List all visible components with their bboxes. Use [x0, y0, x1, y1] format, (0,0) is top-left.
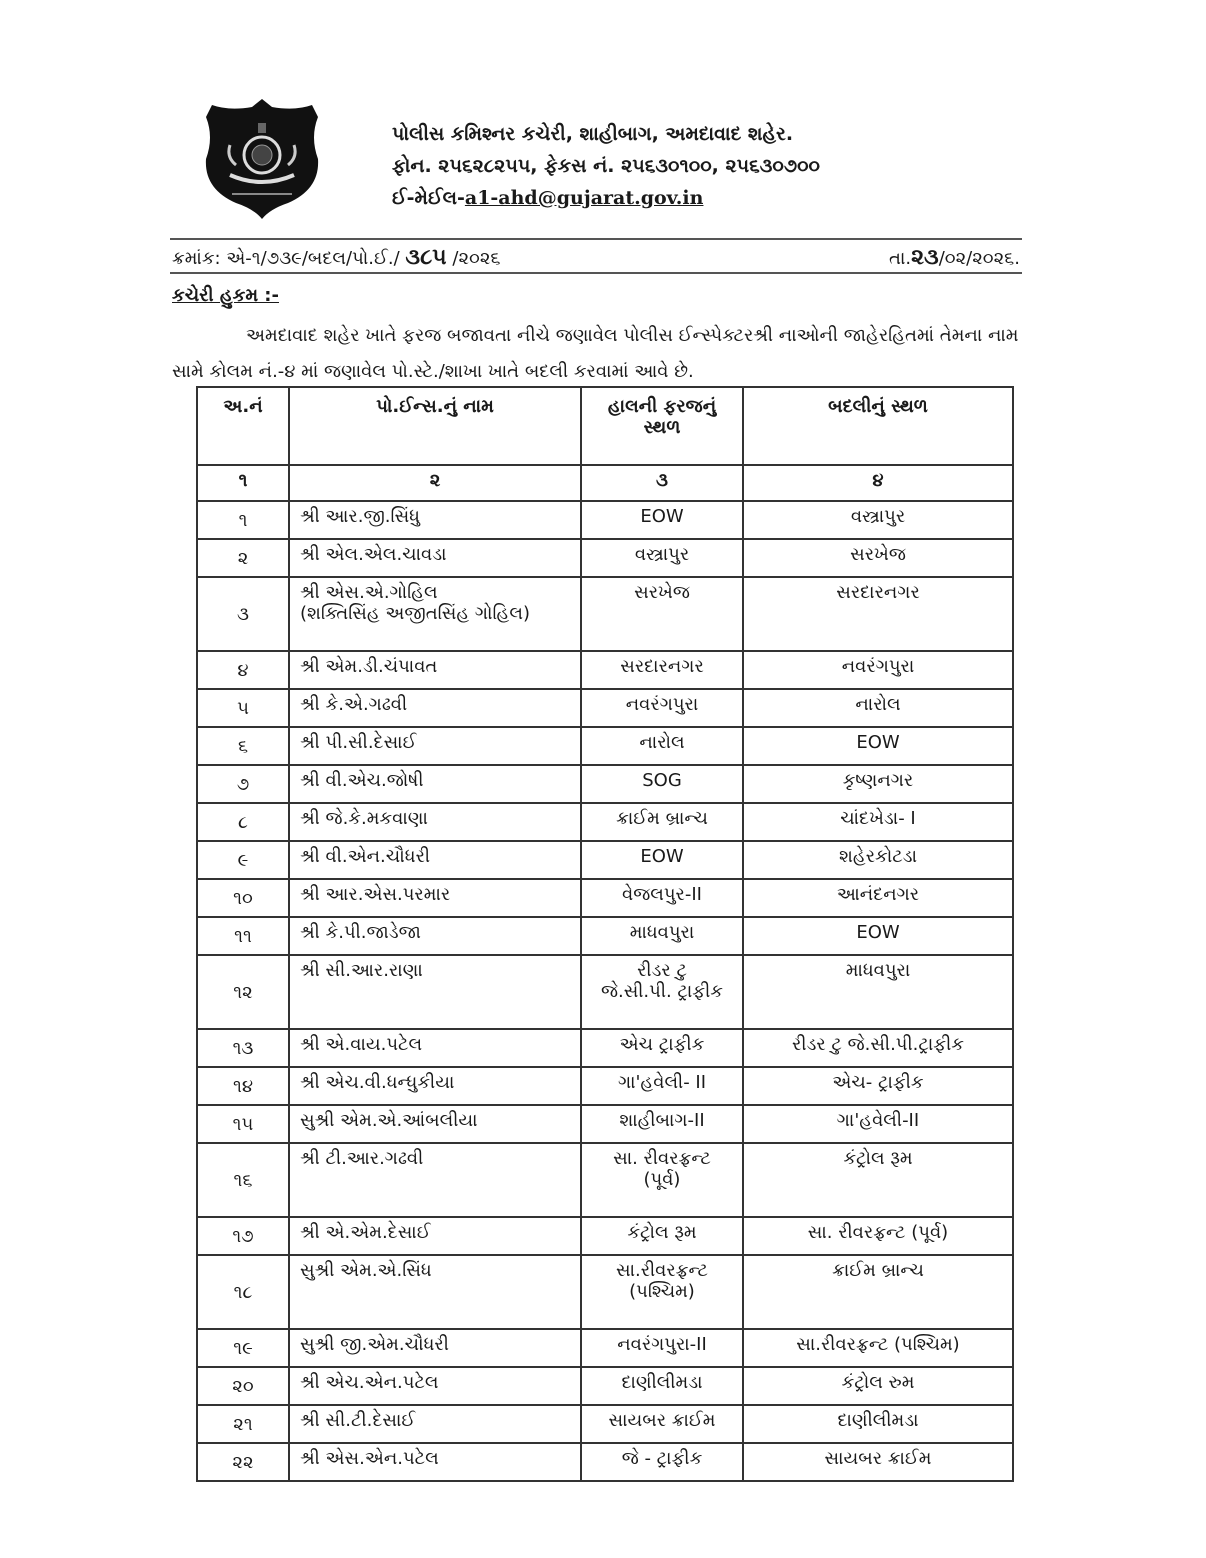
row-name: [289, 1405, 581, 1443]
officer-name: શ્રી કે.એ.ગઢવી: [300, 694, 408, 715]
colnum-2: ૨: [289, 465, 581, 501]
row-new-post: [743, 1105, 1013, 1143]
table-row: [197, 1029, 1013, 1067]
row-name: [289, 689, 581, 727]
row-sr: ૧૪: [197, 1067, 289, 1105]
colnum-3: ૩: [581, 465, 743, 501]
transfer-post: કૃષ્ણનગર: [842, 770, 914, 791]
row-sr: ૨: [197, 539, 289, 577]
table-row: [197, 1255, 1013, 1329]
transfer-post: સાયબર ક્રાઈમ: [824, 1448, 932, 1469]
row-new-post: [743, 803, 1013, 841]
row-sr: ૧૭: [197, 1217, 289, 1255]
table-row: [197, 577, 1013, 651]
table-row: [197, 1143, 1013, 1217]
transfer-post: નવરંગપુરા: [841, 656, 915, 677]
transfer-post: દાણીલીમડા: [837, 1410, 919, 1431]
row-new-post: [743, 879, 1013, 917]
table-row: [197, 1067, 1013, 1105]
row-current-post: [581, 727, 743, 765]
current-post: વેજલપુર-II: [622, 884, 702, 905]
table-row: [197, 879, 1013, 917]
row-current-post: [581, 765, 743, 803]
table-row: [197, 539, 1013, 577]
officer-name: શ્રી વી.એન.ચૌધરી: [300, 846, 431, 867]
row-sr: ૮: [197, 803, 289, 841]
table-row: [197, 1217, 1013, 1255]
order-number: [172, 245, 501, 270]
row-sr: ૭: [197, 765, 289, 803]
table-row: [197, 955, 1013, 1029]
officer-name: શ્રી વી.એચ.જોષી: [300, 770, 424, 791]
header-new: બદલીનું સ્થળ: [743, 387, 1013, 465]
row-name: [289, 501, 581, 539]
phone-fax: ફોન. ૨૫૬૨૮૨૫૫, ફેકસ નં. ૨૫૬૩૦૧૦૦, ૨૫૬૩૦૭૦૦: [392, 155, 820, 177]
row-sr: ૨૨: [197, 1443, 289, 1481]
row-new-post: [743, 765, 1013, 803]
row-name: [289, 577, 581, 651]
row-name: [289, 955, 581, 1029]
current-post: દાણીલીમડા: [621, 1372, 703, 1393]
row-current-post: [581, 841, 743, 879]
row-current-post: [581, 1029, 743, 1067]
table-row: [197, 1405, 1013, 1443]
row-current-post: [581, 1405, 743, 1443]
current-post: વસ્ત્રાપુર: [634, 544, 690, 565]
row-sr: ૧૫: [197, 1105, 289, 1143]
order-body: [172, 318, 1024, 390]
row-name: [289, 765, 581, 803]
row-new-post: [743, 1405, 1013, 1443]
table-row: [197, 803, 1013, 841]
column-number-row: [197, 465, 1013, 501]
row-name: [289, 1217, 581, 1255]
transfer-post: એચ- ટ્રાફીક: [832, 1072, 924, 1093]
current-post: સરખેજ: [634, 582, 690, 603]
row-name: [289, 539, 581, 577]
row-name: [289, 1029, 581, 1067]
transfer-post: નારોલ: [855, 694, 901, 715]
table-row: [197, 689, 1013, 727]
officer-name: શ્રી પી.સી.દેસાઈ: [300, 732, 417, 753]
officer-name: શ્રી એસ.એન.પટેલ: [300, 1448, 439, 1469]
row-sr: ૨૦: [197, 1367, 289, 1405]
officer-name: શ્રી એમ.ડી.ચંપાવત: [300, 656, 438, 677]
transfer-post: સરખેજ: [850, 544, 906, 565]
table-row: [197, 765, 1013, 803]
row-new-post: [743, 1443, 1013, 1481]
officer-name: શ્રી ટી.આર.ગઢવી: [300, 1148, 424, 1169]
table-row: [197, 917, 1013, 955]
row-name: [289, 1143, 581, 1217]
table-row: [197, 651, 1013, 689]
transfer-post: રીડર ટુ જે.સી.પી.ટ્રાફીક: [792, 1034, 964, 1055]
row-new-post: [743, 501, 1013, 539]
current-post: માધવપુરા: [629, 922, 695, 943]
row-sr: ૧૦: [197, 879, 289, 917]
colnum-4: ૪: [743, 465, 1013, 501]
row-name: [289, 917, 581, 955]
current-post: સરદારનગર: [620, 656, 704, 677]
email-label: ઈ-મેઈલ-: [392, 187, 465, 209]
officer-name: શ્રી એચ.એન.પટેલ: [300, 1372, 439, 1393]
row-sr: ૫: [197, 689, 289, 727]
row-new-post: [743, 955, 1013, 1029]
current-post-line2: જે.સી.પી. ટ્રાફીક: [600, 981, 724, 1002]
transfer-post: સરદારનગર: [836, 582, 920, 603]
row-sr: ૧૬: [197, 1143, 289, 1217]
row-sr: ૧: [197, 501, 289, 539]
row-current-post: [581, 917, 743, 955]
transfer-post: વસ્ત્રાપુર: [850, 506, 906, 527]
row-name: [289, 1105, 581, 1143]
row-sr: ૧૨: [197, 955, 289, 1029]
officer-full-name: (શક્તિસિંહ અજીતસિંહ ગોહિલ): [300, 603, 530, 624]
table-row: [197, 1105, 1013, 1143]
current-post: જે - ટ્રાફીક: [621, 1448, 703, 1469]
table-row: [197, 501, 1013, 539]
row-current-post: [581, 1105, 743, 1143]
row-new-post: [743, 1367, 1013, 1405]
table-row: [197, 1367, 1013, 1405]
row-new-post: [743, 1329, 1013, 1367]
row-new-post: [743, 841, 1013, 879]
row-name: [289, 1443, 581, 1481]
emblem-center: [252, 145, 272, 165]
row-current-post: [581, 803, 743, 841]
email-line: [392, 182, 820, 214]
row-current-post: [581, 501, 743, 539]
current-post: શાહીબાગ-II: [619, 1110, 705, 1131]
order-number-prefix: ક્રમાંક: એ-૧/૭૩૯/બદલ/પો.ઈ./: [172, 248, 400, 269]
order-heading: કચેરી હુકમ :-: [172, 285, 279, 306]
row-current-post: [581, 577, 743, 651]
transfer-post: ચાંદખેડા- I: [840, 808, 916, 829]
colnum-1: ૧: [197, 465, 289, 501]
row-name: [289, 727, 581, 765]
current-post: સાયબર ક્રાઈમ: [608, 1410, 716, 1431]
row-new-post: [743, 1217, 1013, 1255]
transfer-table: [196, 386, 1014, 1482]
current-post: નારોલ: [639, 732, 685, 753]
row-sr: ૯: [197, 841, 289, 879]
row-sr: ૧૧: [197, 917, 289, 955]
transfer-post: EOW: [856, 922, 900, 943]
table-row: [197, 727, 1013, 765]
current-post: EOW: [640, 506, 684, 527]
row-current-post: [581, 1143, 743, 1217]
officer-name: શ્રી સી.ટી.દેસાઈ: [300, 1410, 416, 1431]
transfer-post: સા. રીવરફ્રન્ટ (પૂર્વ): [807, 1222, 949, 1243]
row-sr: ૬: [197, 727, 289, 765]
email-link[interactable]: a1-ahd@gujarat.gov.in: [464, 187, 704, 209]
current-post: રીડર ટુ: [637, 960, 687, 981]
officer-name: શ્રી એસ.એ.ગોહિલ: [300, 582, 438, 603]
transfer-post: ગા'હવેલી-II: [836, 1110, 920, 1131]
order-number-suffix: /૨૦૨૬: [452, 248, 501, 269]
row-current-post: [581, 1255, 743, 1329]
row-name: [289, 651, 581, 689]
row-name: [289, 1255, 581, 1329]
current-post-line2: (પશ્ચિમ): [629, 1281, 695, 1302]
table-row: [197, 841, 1013, 879]
row-new-post: [743, 1029, 1013, 1067]
row-sr: ૧૩: [197, 1029, 289, 1067]
row-sr: ૨૧: [197, 1405, 289, 1443]
table-row: [197, 1443, 1013, 1481]
table-header-row: [197, 387, 1013, 465]
current-post: સા. રીવરફ્રન્ટ: [613, 1148, 711, 1169]
current-post: ક્રાઈમ બ્રાન્ચ: [616, 808, 708, 829]
order-date: [889, 245, 1020, 270]
current-post: SOG: [642, 770, 682, 791]
row-new-post: [743, 577, 1013, 651]
row-current-post: [581, 1367, 743, 1405]
bottom-divider: [170, 272, 1022, 274]
row-new-post: [743, 1255, 1013, 1329]
row-name: [289, 879, 581, 917]
current-post: EOW: [640, 846, 684, 867]
row-current-post: [581, 1067, 743, 1105]
top-divider: [170, 238, 1022, 240]
row-name: [289, 803, 581, 841]
office-address: પોલીસ કમિશ્નર કચેરી, શાહીબાગ, અમદાવાદ શહેર.: [392, 123, 794, 145]
row-current-post: [581, 539, 743, 577]
row-current-post: [581, 1443, 743, 1481]
transfer-post: કંટ્રોલ રૂમ: [843, 1148, 913, 1169]
officer-name: શ્રી એ.એમ.દેસાઈ: [300, 1222, 431, 1243]
letterhead: [392, 118, 820, 214]
row-sr: ૧૮: [197, 1255, 289, 1329]
police-emblem-logo: [200, 97, 324, 219]
row-sr: ૩: [197, 577, 289, 651]
row-current-post: [581, 879, 743, 917]
row-name: [289, 1329, 581, 1367]
officer-name: શ્રી જે.કે.મકવાણા: [300, 808, 428, 829]
officer-name: શ્રી કે.પી.જાડેજા: [300, 922, 421, 943]
order-body-text: અમદાવાદ શહેર ખાતે ફરજ બજાવતા નીચે જણાવેલ પોલીસ ઈન્સ્પેક્ટરશ્રી નાઓની જાહેરહિતમાં તેમના નામ સામે કોલમ નં.-૪ માં જણાવેલ પો.સ્ટે./શાખા ખાતે બદલી કરવામાં આવે છે.: [172, 325, 1019, 382]
row-current-post: [581, 955, 743, 1029]
officer-name: શ્રી એ.વાય.પટેલ: [300, 1034, 423, 1055]
row-new-post: [743, 727, 1013, 765]
transfer-post: કંટ્રોલ રુમ: [841, 1372, 915, 1393]
row-new-post: [743, 539, 1013, 577]
officer-name: શ્રી એચ.વી.ધન્ધુકીયા: [300, 1072, 455, 1093]
officer-name: સુશ્રી જી.એમ.ચૌધરી: [300, 1334, 449, 1355]
date-prefix: તા.: [889, 248, 912, 269]
row-sr: ૧૯: [197, 1329, 289, 1367]
transfer-post: ક્રાઈમ બ્રાન્ચ: [832, 1260, 924, 1281]
date-handwritten: ૨૩: [911, 245, 939, 270]
current-post: નવરંગપુરા: [625, 694, 699, 715]
row-new-post: [743, 1067, 1013, 1105]
current-post: સા.રીવરફ્રન્ટ: [615, 1260, 709, 1281]
transfer-post: EOW: [856, 732, 900, 753]
row-current-post: [581, 651, 743, 689]
header-sr: અ.નં: [197, 387, 289, 465]
row-new-post: [743, 651, 1013, 689]
officer-name: શ્રી એલ.એલ.ચાવડા: [300, 544, 447, 565]
current-post: ગા'હવેલી- II: [617, 1072, 707, 1093]
row-name: [289, 1067, 581, 1105]
officer-name: શ્રી આર.એસ.પરમાર: [300, 884, 451, 905]
row-current-post: [581, 1217, 743, 1255]
current-post-line2: (પૂર્વ): [643, 1169, 681, 1190]
table-row: [197, 1329, 1013, 1367]
transfer-post: સા.રીવરફ્રન્ટ (પશ્ચિમ): [796, 1334, 960, 1355]
row-new-post: [743, 917, 1013, 955]
current-post: કંટ્રોલ રૂમ: [627, 1222, 697, 1243]
current-post: નવરંગપુરા-II: [617, 1334, 707, 1355]
transfer-post: આનંદનગર: [836, 884, 920, 905]
date-suffix: /૦૨/૨૦૨૬.: [938, 248, 1020, 269]
row-new-post: [743, 689, 1013, 727]
transfer-post: શહેરકોટડા: [839, 846, 917, 867]
row-name: [289, 841, 581, 879]
header-current: હાલની ફરજનું સ્થળ: [581, 387, 743, 465]
row-sr: ૪: [197, 651, 289, 689]
current-post: એચ ટ્રાફીક: [619, 1034, 705, 1055]
row-current-post: [581, 689, 743, 727]
row-name: [289, 1367, 581, 1405]
officer-name: શ્રી આર.જી.સિંધુ: [300, 506, 420, 527]
officer-name: શ્રી સી.આર.રાણા: [300, 960, 423, 981]
row-current-post: [581, 1329, 743, 1367]
officer-name: સુશ્રી એમ.એ.આંબલીયા: [300, 1110, 478, 1131]
row-new-post: [743, 1143, 1013, 1217]
order-number-handwritten: ૩૮૫: [405, 245, 447, 270]
transfer-post: માધવપુરા: [845, 960, 911, 981]
officer-name: સુશ્રી એમ.એ.સિંધ: [300, 1260, 432, 1281]
header-name: પો.ઈન્સ.નું નામ: [289, 387, 581, 465]
